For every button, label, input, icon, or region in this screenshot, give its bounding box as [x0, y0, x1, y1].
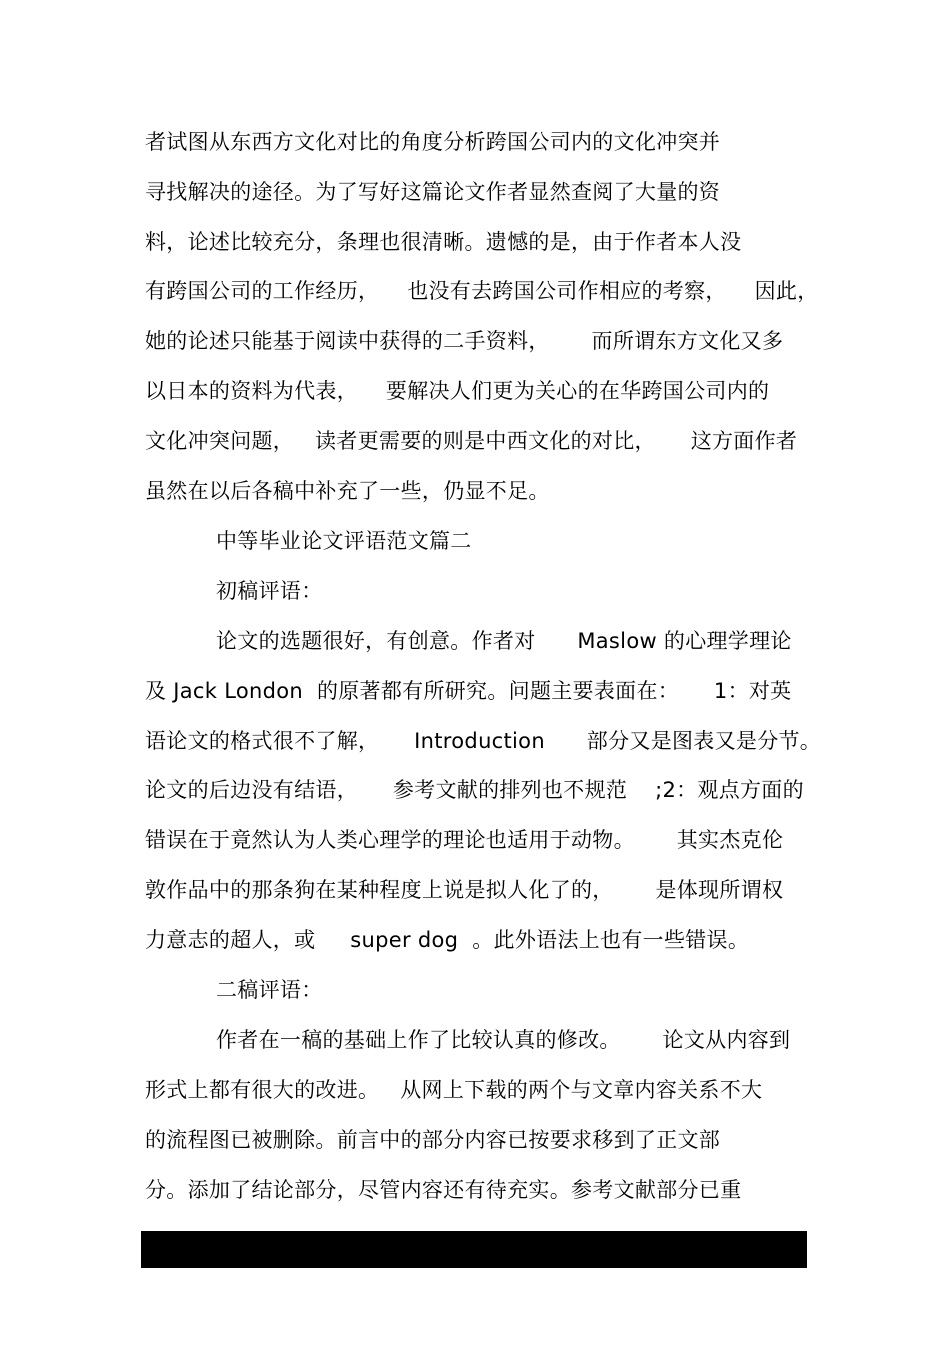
- body-text-line: 敦作品中的那条狗在某种程度上说是拟人化了的， 是体现所谓权: [145, 878, 784, 902]
- body-text-line: 论文的选题很好，有创意。作者对 Maslow 的心理学理论: [216, 629, 792, 653]
- body-text-line: 她的论述只能基于阅读中获得的二手资料， 而所谓东方文化又多: [145, 329, 784, 353]
- body-text-line: 错误在于竟然认为人类心理学的理论也适用于动物。 其实杰克伦: [145, 828, 784, 852]
- subheading-first-draft-review: 初稿评语：: [216, 579, 323, 603]
- body-text-line: 有跨国公司的工作经历， 也没有去跨国公司作相应的考察， 因此，: [145, 279, 819, 303]
- section-heading: 中等毕业论文评语范文篇二: [216, 529, 472, 553]
- body-text-line: 论文的后边没有结语， 参考文献的排列也不规范 ;2：观点方面的: [145, 778, 804, 802]
- body-text-line: 寻找解决的途径。为了写好这篇论文作者显然查阅了大量的资: [145, 180, 721, 204]
- subheading-second-draft-review: 二稿评语：: [216, 978, 323, 1002]
- body-text-line: 形式上都有很大的改进。 从网上下载的两个与文章内容关系不大: [145, 1078, 763, 1102]
- body-text-line: 的流程图已被删除。前言中的部分内容已按要求移到了正文部: [145, 1128, 721, 1152]
- body-text-line: 者试图从东西方文化对比的角度分析跨国公司内的文化冲突并: [145, 130, 721, 154]
- body-text-line: 作者在一稿的基础上作了比较认真的修改。 论文从内容到: [216, 1028, 791, 1052]
- body-text-line: 文化冲突问题， 读者更需要的则是中西文化的对比， 这方面作者: [145, 429, 798, 453]
- body-text-line: 及 Jack London 的原著都有所研究。问题主要表面在： 1：对英: [145, 679, 792, 703]
- body-text-line: 料，论述比较充分，条理也很清晰。遗憾的是，由于作者本人没: [145, 230, 742, 254]
- body-text-line: 以日本的资料为代表， 要解决人们更为关心的在华跨国公司内的: [145, 379, 770, 403]
- redaction-bar: [141, 1231, 807, 1268]
- body-text-line: 分。添加了结论部分，尽管内容还有待充实。参考文献部分已重: [145, 1178, 742, 1202]
- body-text-line: 力意志的超人，或 super dog 。此外语法上也有一些错误。: [145, 928, 750, 952]
- body-text-line: 虽然在以后各稿中补充了一些，仍显不足。: [145, 479, 550, 503]
- body-text-line: 语论文的格式很不了解， Introduction 部分又是图表又是分节。: [145, 729, 822, 753]
